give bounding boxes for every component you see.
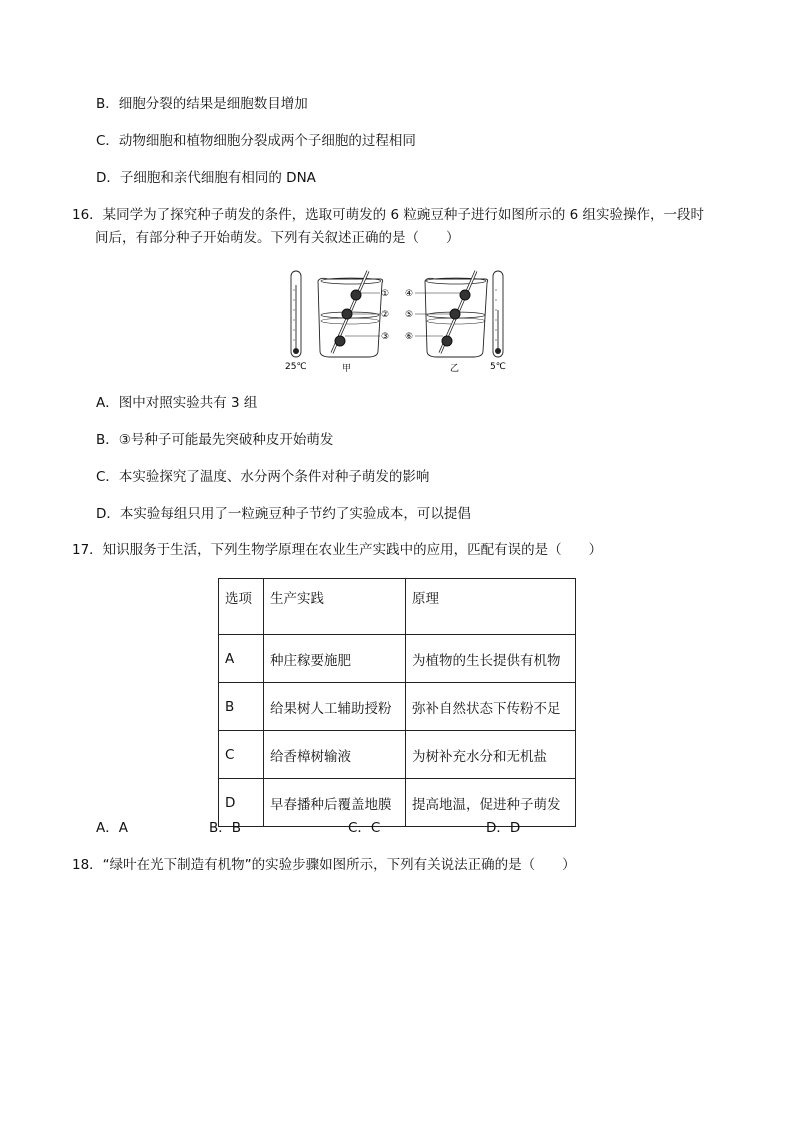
q17-option-b: B．B: [209, 820, 242, 836]
marker-2: ②: [381, 310, 390, 320]
table-cell: C: [219, 731, 264, 779]
q16-option-c: C．本实验探究了温度、水分两个条件对种子萌发的影响: [96, 469, 430, 485]
table-cell: 为树补充水分和无机盐: [406, 731, 576, 779]
table-cell: 给果树人工辅助授粉: [264, 683, 406, 731]
q16-option-a: A．图中对照实验共有 3 组: [96, 395, 258, 411]
table-cell: A: [219, 635, 264, 683]
q18-stem: 18．“绿叶在光下制造有机物”的实验步骤如图所示，下列有关说法正确的是（ ）: [72, 857, 576, 873]
beaker-left: [318, 271, 383, 357]
table-cell: 种庄稼要施肥: [264, 635, 406, 683]
table-header-cell: 选项: [219, 579, 264, 635]
table-header-cell: 原理: [406, 579, 576, 635]
table-cell: 给香樟树输液: [264, 731, 406, 779]
q16-stem-line2: 间后，有部分种子开始萌发。下列有关叙述正确的是（ ）: [95, 230, 460, 246]
table-row: [219, 731, 576, 779]
seed-germination-figure: [280, 265, 515, 377]
prev-option-c: C．动物细胞和植物细胞分裂成两个子细胞的过程相同: [96, 133, 416, 149]
prev-option-b: B．细胞分裂的结果是细胞数目增加: [96, 96, 308, 112]
q17-table: [218, 578, 576, 827]
table-cell: D: [219, 779, 264, 827]
left-beaker-label: 甲: [342, 364, 352, 374]
q17-stem: 17．知识服务于生活，下列生物学原理在农业生产实践中的应用，匹配有误的是（ ）: [72, 542, 603, 558]
beaker-right: [415, 271, 488, 357]
marker-5: ⑤: [405, 310, 414, 320]
table-row: [219, 635, 576, 683]
q16-option-d: D．本实验每组只用了一粒豌豆种子节约了实验成本，可以提倡: [96, 506, 471, 522]
marker-6: ⑥: [405, 332, 414, 342]
prev-option-d: D．子细胞和亲代细胞有相同的 DNA: [96, 170, 316, 186]
q17-option-a: A．A: [96, 820, 128, 836]
q16-stem-line1: 16．某同学为了探究种子萌发的条件，选取可萌发的 6 粒豌豆种子进行如图所示的 6 组实验操作，一段时: [72, 207, 705, 223]
table-row: [219, 779, 576, 827]
table-header-cell: 生产实践: [264, 579, 406, 635]
table-row: [219, 683, 576, 731]
q17-option-d: D．D: [486, 820, 521, 836]
marker-3: ③: [381, 332, 390, 342]
thermometer-right: [493, 271, 503, 357]
table-cell: 弥补自然状态下传粉不足: [406, 683, 576, 731]
marker-1: ①: [381, 289, 390, 299]
q16-option-b: B．③号种子可能最先突破种皮开始萌发: [96, 432, 334, 448]
right-beaker-label: 乙: [450, 364, 460, 374]
thermometer-left: [291, 271, 301, 357]
left-temperature-label: 25℃: [285, 362, 307, 372]
table-cell: 为植物的生长提供有机物: [406, 635, 576, 683]
table-cell: 提高地温，促进种子萌发: [406, 779, 576, 827]
q17-option-c: C．C: [348, 820, 381, 836]
right-temperature-label: 5℃: [490, 362, 506, 372]
table-cell: 早春播种后覆盖地膜: [264, 779, 406, 827]
table-header-row: [219, 579, 576, 635]
marker-4: ④: [405, 289, 414, 299]
table-cell: B: [219, 683, 264, 731]
